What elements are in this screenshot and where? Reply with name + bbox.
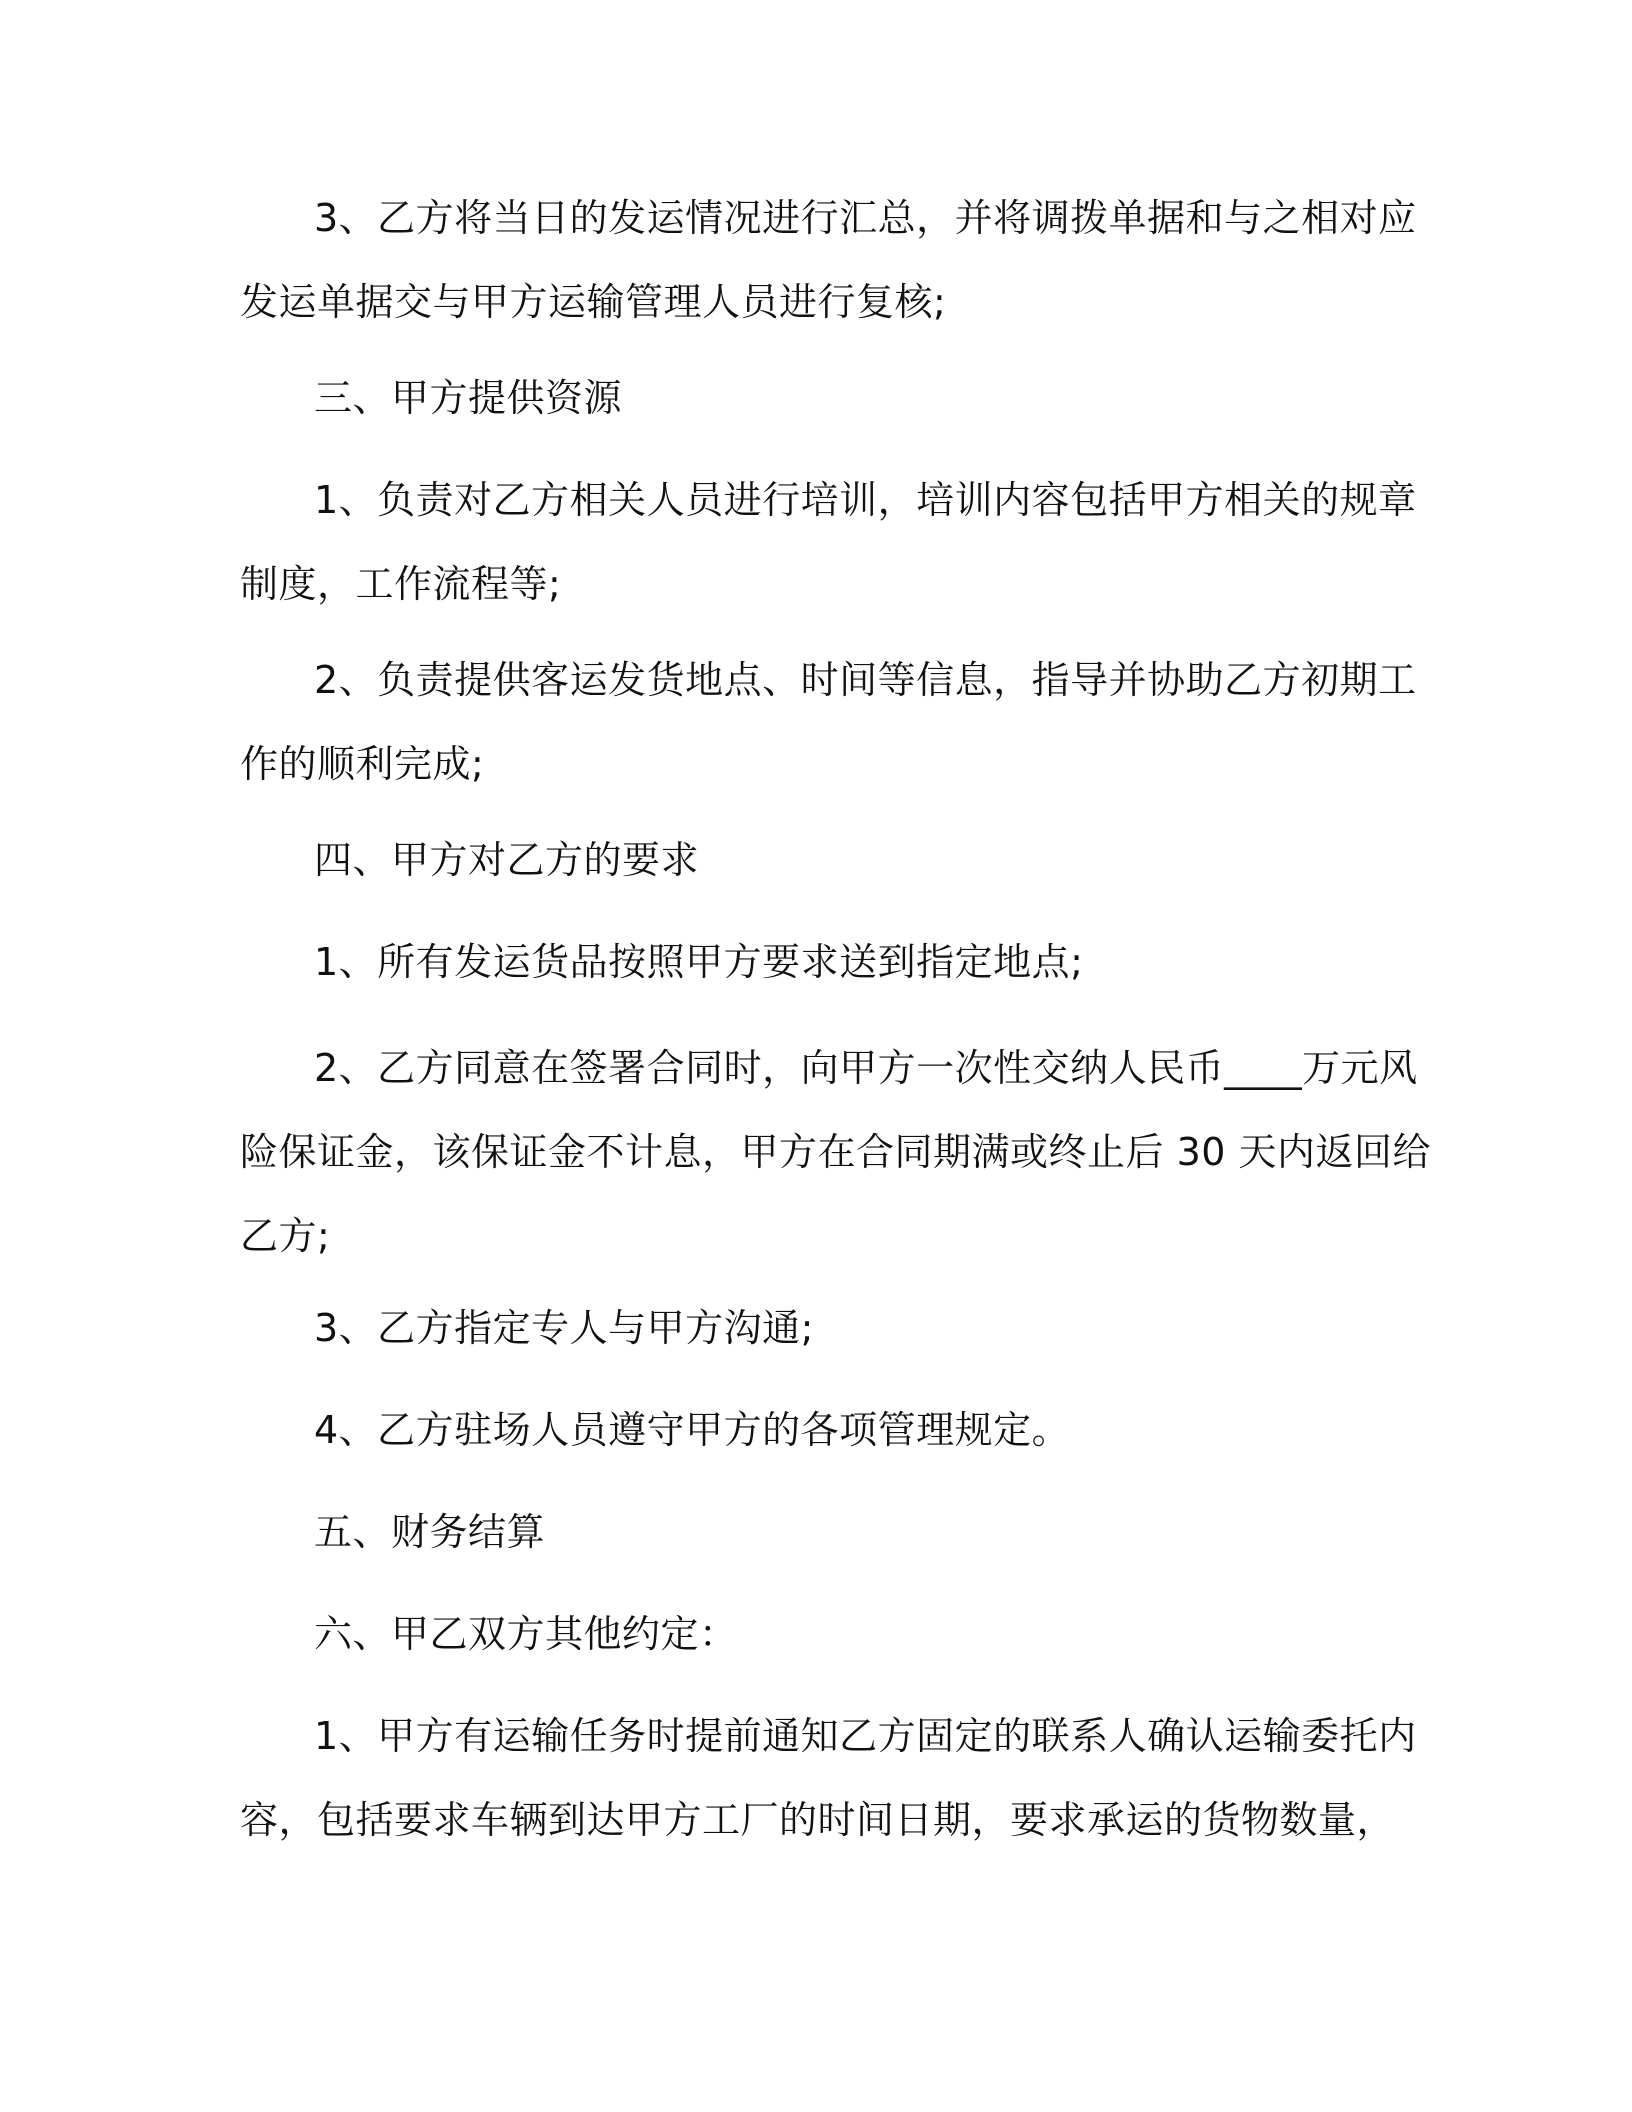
text-line: 四、甲方对乙方的要求 [314,838,700,882]
text-line: 乙方; [240,1214,331,1258]
text-line: 4、乙方驻场人员遵守甲方的各项管理规定。 [314,1408,1071,1452]
text-line: 制度，工作流程等; [240,562,562,606]
text-line: 1、甲方有运输任务时提前通知乙方固定的联系人确认运输委托内 [314,1714,1417,1758]
section-heading-4 [240,818,1390,902]
text-line: 五、财务结算 [314,1510,546,1554]
text-line: 险保证金，该保证金不计息，甲方在合同期满或终止后 30 天内返回给 [240,1130,1432,1174]
text-line: 容，包括要求车辆到达甲方工厂的时间日期，要求承运的货物数量， [240,1798,1396,1842]
text-line: 3、乙方指定专人与甲方沟通; [314,1306,814,1350]
paragraph-contact-person [240,1286,1390,1370]
paragraph-item3-summary [240,176,1417,344]
text-line: 2、负责提供客运发货地点、时间等信息，指导并协助乙方初期工 [314,658,1417,702]
section-heading-5 [240,1490,1390,1574]
paragraph-shipping-info [240,638,1417,806]
text-line: 1、负责对乙方相关人员进行培训，培训内容包括甲方相关的规章 [314,478,1417,522]
paragraph-training [240,458,1417,626]
paragraph-transport-notice [240,1694,1417,1862]
text-line: 作的顺利完成; [240,742,485,786]
paragraph-deposit [240,1026,1432,1278]
text-line: 六、甲乙双方其他约定： [314,1612,738,1656]
text-line: 3、乙方将当日的发运情况进行汇总，并将调拨单据和与之相对应 [314,196,1417,240]
paragraph-delivery [240,920,1390,1004]
section-heading-6 [240,1592,1390,1676]
text-line: 1、所有发运货品按照甲方要求送到指定地点; [314,940,1084,984]
text-line: 三、甲方提供资源 [314,376,623,420]
text-line: 2、乙方同意在签署合同时，向甲方一次性交纳人民币____万元风 [314,1046,1418,1090]
section-heading-3 [240,356,1390,440]
text-line: 发运单据交与甲方运输管理人员进行复核; [240,280,947,324]
paragraph-regulations [240,1388,1390,1472]
